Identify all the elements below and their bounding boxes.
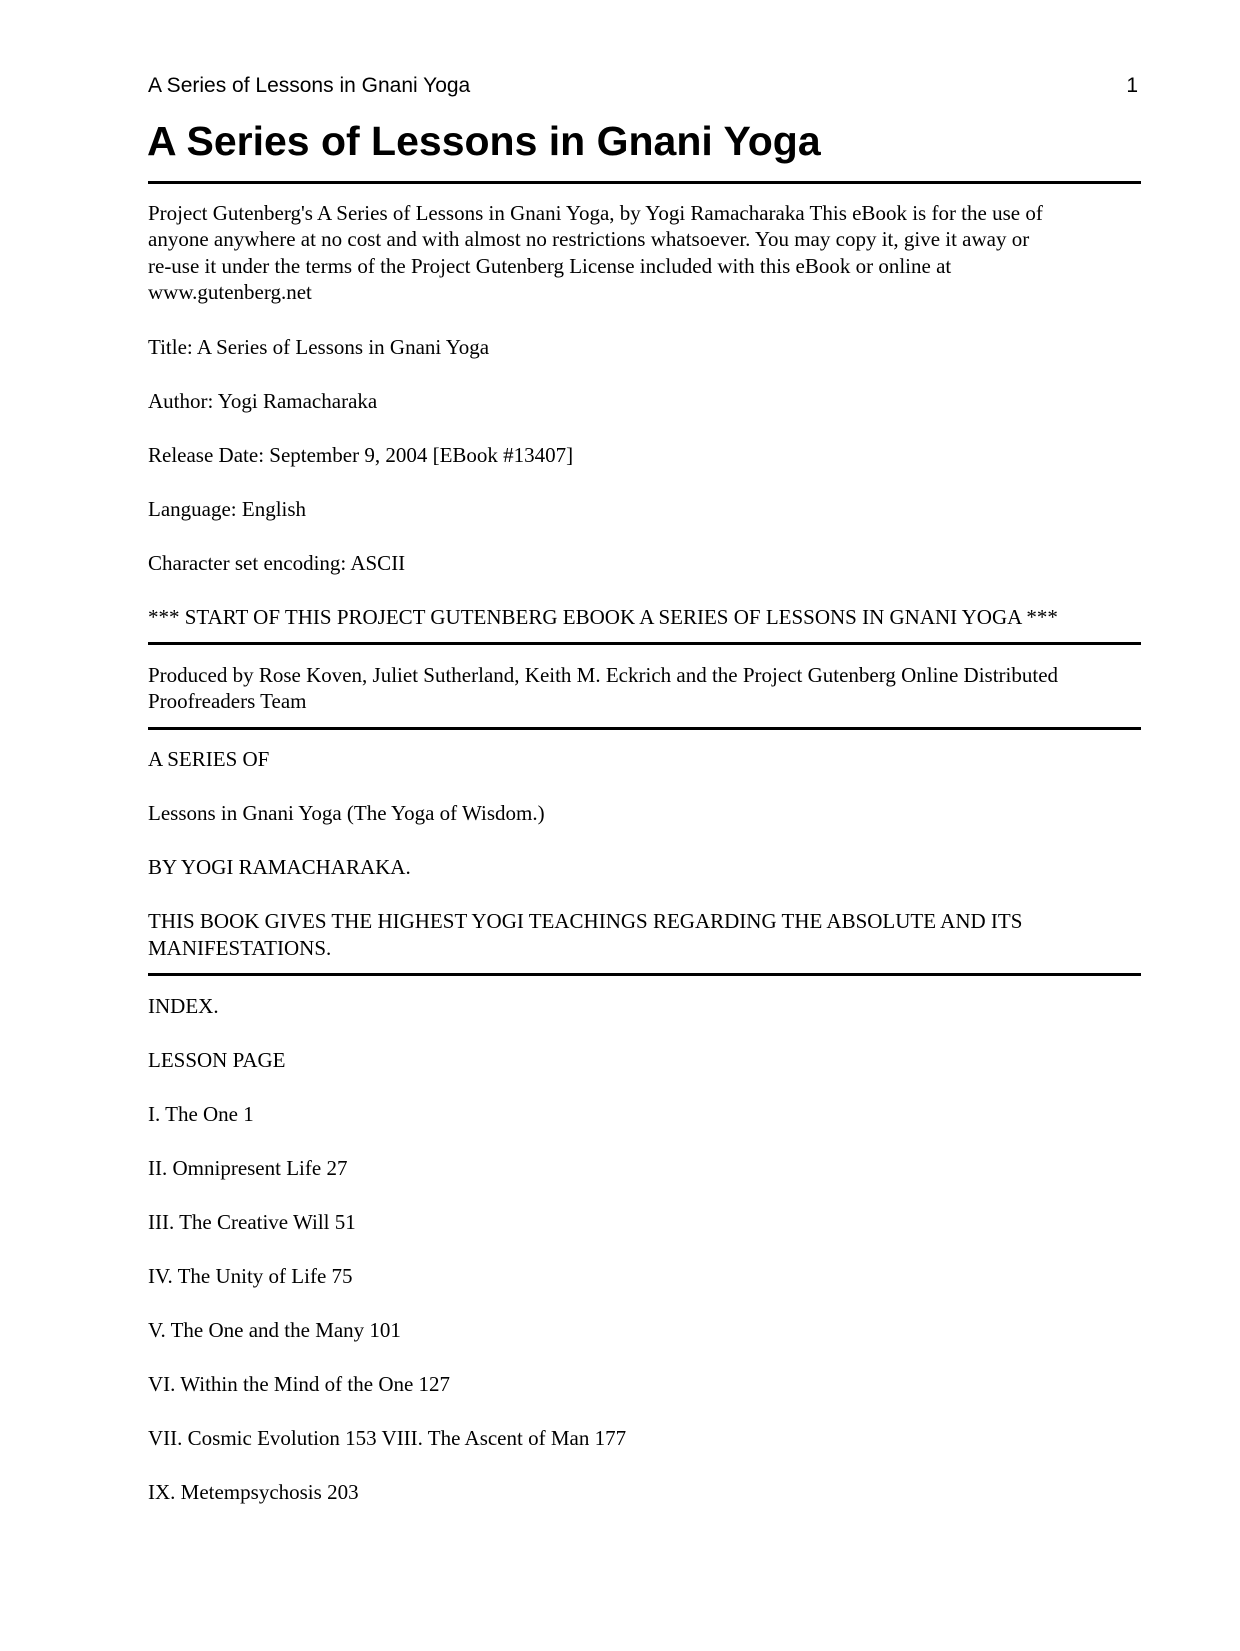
license-line-2: anyone anywhere at no cost and with almost no restrictions whatsoever. You may copy it, give it away or: [148, 227, 1030, 251]
credits-line-2: Proofreaders Team: [148, 689, 307, 713]
index-entry: III. The Creative Will 51: [148, 1210, 356, 1234]
meta-language: Language: English: [148, 497, 307, 521]
section-rule-2: [148, 727, 1141, 730]
index-entry: IV. The Unity of Life 75: [148, 1264, 353, 1288]
title-rule: [148, 181, 1141, 184]
index-entry: VII. Cosmic Evolution 153 VIII. The Ascent of Man 177: [148, 1426, 627, 1450]
blurb-line-1: THIS BOOK GIVES THE HIGHEST YOGI TEACHINGS REGARDING THE ABSOLUTE AND ITS: [148, 909, 1023, 933]
index-entry: VI. Within the Mind of the One 127: [148, 1372, 451, 1396]
credits-line-1: Produced by Rose Koven, Juliet Sutherland, Keith M. Eckrich and the Project Gutenberg Online Distributed: [148, 663, 1059, 687]
document-title: A Series of Lessons in Gnani Yoga: [147, 118, 821, 164]
meta-encoding: Character set encoding: ASCII: [148, 551, 406, 575]
running-title: A Series of Lessons in Gnani Yoga: [148, 74, 471, 97]
index-columns: LESSON PAGE: [148, 1048, 286, 1072]
index-heading: INDEX.: [148, 994, 219, 1018]
page-number: 1: [1126, 74, 1138, 97]
index-entry: V. The One and the Many 101: [148, 1318, 401, 1342]
license-line-3: re-use it under the terms of the Project Gutenberg License included with this eBook or online at: [148, 254, 952, 278]
section-rule-3: [148, 973, 1141, 976]
series-line: A SERIES OF: [148, 747, 270, 771]
start-marker: *** START OF THIS PROJECT GUTENBERG EBOOK A SERIES OF LESSONS IN GNANI YOGA ***: [148, 605, 1058, 629]
blurb-line-2: MANIFESTATIONS.: [148, 936, 332, 960]
meta-release-date: Release Date: September 9, 2004 [EBook #13407]: [148, 443, 574, 467]
index-entry: I. The One 1: [148, 1102, 254, 1126]
byline: BY YOGI RAMACHARAKA.: [148, 855, 411, 879]
subtitle-line: Lessons in Gnani Yoga (The Yoga of Wisdom.): [148, 801, 545, 825]
section-rule-1: [148, 642, 1141, 645]
license-link[interactable]: www.gutenberg.net: [148, 280, 312, 304]
index-entry: II. Omnipresent Life 27: [148, 1156, 348, 1180]
meta-title: Title: A Series of Lessons in Gnani Yoga: [148, 335, 490, 359]
index-entry: IX. Metempsychosis 203: [148, 1480, 359, 1504]
license-line-1: Project Gutenberg's A Series of Lessons in Gnani Yoga, by Yogi Ramacharaka This eBook is for the use of: [148, 201, 1043, 225]
meta-author: Author: Yogi Ramacharaka: [148, 389, 378, 413]
running-header: [148, 73, 1138, 99]
